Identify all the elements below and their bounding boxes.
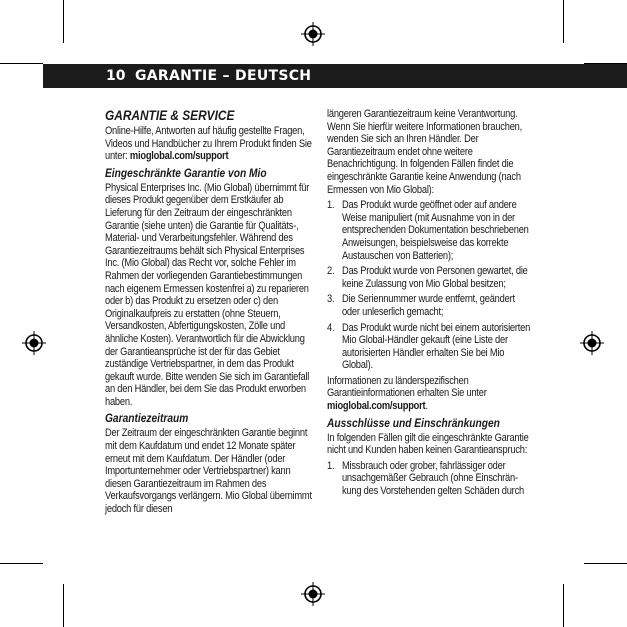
list-item-number: 3. — [327, 293, 335, 306]
registration-mark-icon — [22, 331, 46, 355]
list-item-number: 1. — [327, 459, 335, 472]
country-info-text: Informationen zu länderspezifischen Garantieinformationen erhalten Sie unter — [327, 374, 487, 400]
crop-mark — [63, 0, 64, 43]
crop-mark — [584, 563, 627, 564]
list-item-number: 2. — [327, 265, 335, 278]
subheading-limited-warranty: Eingeschränkte Garantie von Mio — [105, 166, 267, 180]
intro-text: Online-Hilfe, Antworten auf häufig gestellte Fragen, Videos und Handbücher zu Ihrem Produkt finden Sie unter: — [105, 125, 312, 163]
list-item — [327, 199, 535, 262]
right-column — [327, 108, 535, 501]
page-header — [43, 64, 627, 88]
crop-mark — [563, 584, 564, 627]
list-item — [327, 293, 535, 318]
list-item — [327, 322, 535, 372]
registration-mark-icon — [301, 22, 325, 46]
list-item-text: Die Seriennummer wurde entfernt, geändert oder unleserlich gemacht; — [341, 293, 515, 318]
crop-mark — [63, 584, 64, 627]
list-item-text: Das Produkt wurde geöffnet oder auf andere Weise manipuliert (mit Ausnahme von in der entsprechenden Dokumentation beschriebenen Anweisungen, beispielsweise das korrekte Austauschen von Batterien); — [341, 199, 529, 262]
warranty-period-paragraph: Der Zeitraum der eingeschränkten Garantie beginnt mit dem Kaufdatum und endet 12 Monate später erneut mit dem Kaufdatum. Der Händler (oder Importunternehmer oder Vertriebspartner) kann diesen Garantiezeitraum im Rahmen des Verkaufsvorgangs verlängern. Mio Global übernimmt jedoch für diesen — [105, 427, 312, 516]
registration-mark-icon — [580, 331, 604, 355]
list-item-text: Missbrauch oder grober, fahrlässiger oder unsachgemäßer Gebrauch (ohne Einschrän-kung des Vorstehenden gelten Schäden durch — [341, 459, 524, 498]
subheading-exclusions: Ausschlüsse und Einschränkungen — [327, 416, 500, 430]
list-item-number: 4. — [327, 321, 335, 334]
list-item — [327, 265, 535, 290]
limited-warranty-paragraph: Physical Enterprises Inc. (Mio Global) übernimmt für dieses Produkt gegenüber dem Erstkäufer ab Lieferung für den Zeitraum der eingeschränkten Garantie (siehe unten) die Garantie für Qualitäts-, Material- und Verarbeitungsfehler. Während des Garantiezeitraums behält sich Physical Enterprises Inc. (Mio Global) das Recht vor, solche Fehler im Rahmen der vorliegenden Garantiebestimmungen nach eigenem Ermessen kostenfrei a) zu reparieren oder b) das Produkt zu ersetzen oder c) den Originalkaufpreis zu erstatten (ohne Steuern, Versandkosten, Abfertigungskosten, Zölle und ähnliche Kosten). Verantwortlich für die Abwicklung der Garantieansprüche ist der für das Gebiet zuständige Vertriebspartner, in dem das Produkt gekauft wurde. Bitte wenden Sie sich im Garantiefall an den Händler, bei dem Sie das Produkt erworben haben. — [105, 181, 310, 408]
page-number: 10 — [106, 68, 126, 84]
conditions-list — [327, 199, 535, 372]
list-item-number: 1. — [327, 199, 335, 212]
registration-mark-icon — [301, 582, 325, 606]
support-link[interactable]: mioglobal.com/support — [129, 150, 229, 163]
list-item-text: Das Produkt wurde nicht bei einem autorisierten Mio Global-Händler gekauft (eine Liste der autorisierten Händler erhalten Sie bei Mio Global). — [341, 321, 531, 372]
exclusions-list — [327, 460, 535, 498]
crop-mark — [563, 0, 564, 43]
country-info-paragraph — [327, 375, 535, 413]
exclusions-paragraph: In folgenden Fällen gilt die eingeschränkte Garantie nicht und Kunden haben keinen Garantieanspruch: — [327, 431, 529, 457]
page-title: GARANTIE – DEUTSCH — [135, 68, 312, 84]
crop-mark — [0, 563, 43, 564]
crop-mark — [0, 63, 43, 64]
subheading-warranty-period: Garantiezeitraum — [105, 412, 189, 426]
list-item — [327, 460, 535, 498]
intro-paragraph — [105, 125, 314, 163]
left-column — [105, 108, 314, 519]
country-info-end: . — [425, 400, 428, 413]
continued-paragraph: längeren Garantiezeitraum keine Verantwortung. Wenn Sie hierfür weitere Informationen brauchen, wenden Sie sich an Ihren Händler. Der Garantiezeitraum endet ohne weitere Benachrichtigung. In folgenden Fällen findet die eingeschränkte Garantie keine Anwendung (nach Ermessen von Mio Global): — [327, 108, 523, 196]
support-link[interactable]: mioglobal.com/support — [327, 400, 426, 413]
list-item-text: Das Produkt wurde von Personen gewartet, die keine Zulassung von Mio Global besitzen; — [341, 265, 528, 290]
section-heading-warranty: GARANTIE & SERVICE — [105, 108, 235, 123]
